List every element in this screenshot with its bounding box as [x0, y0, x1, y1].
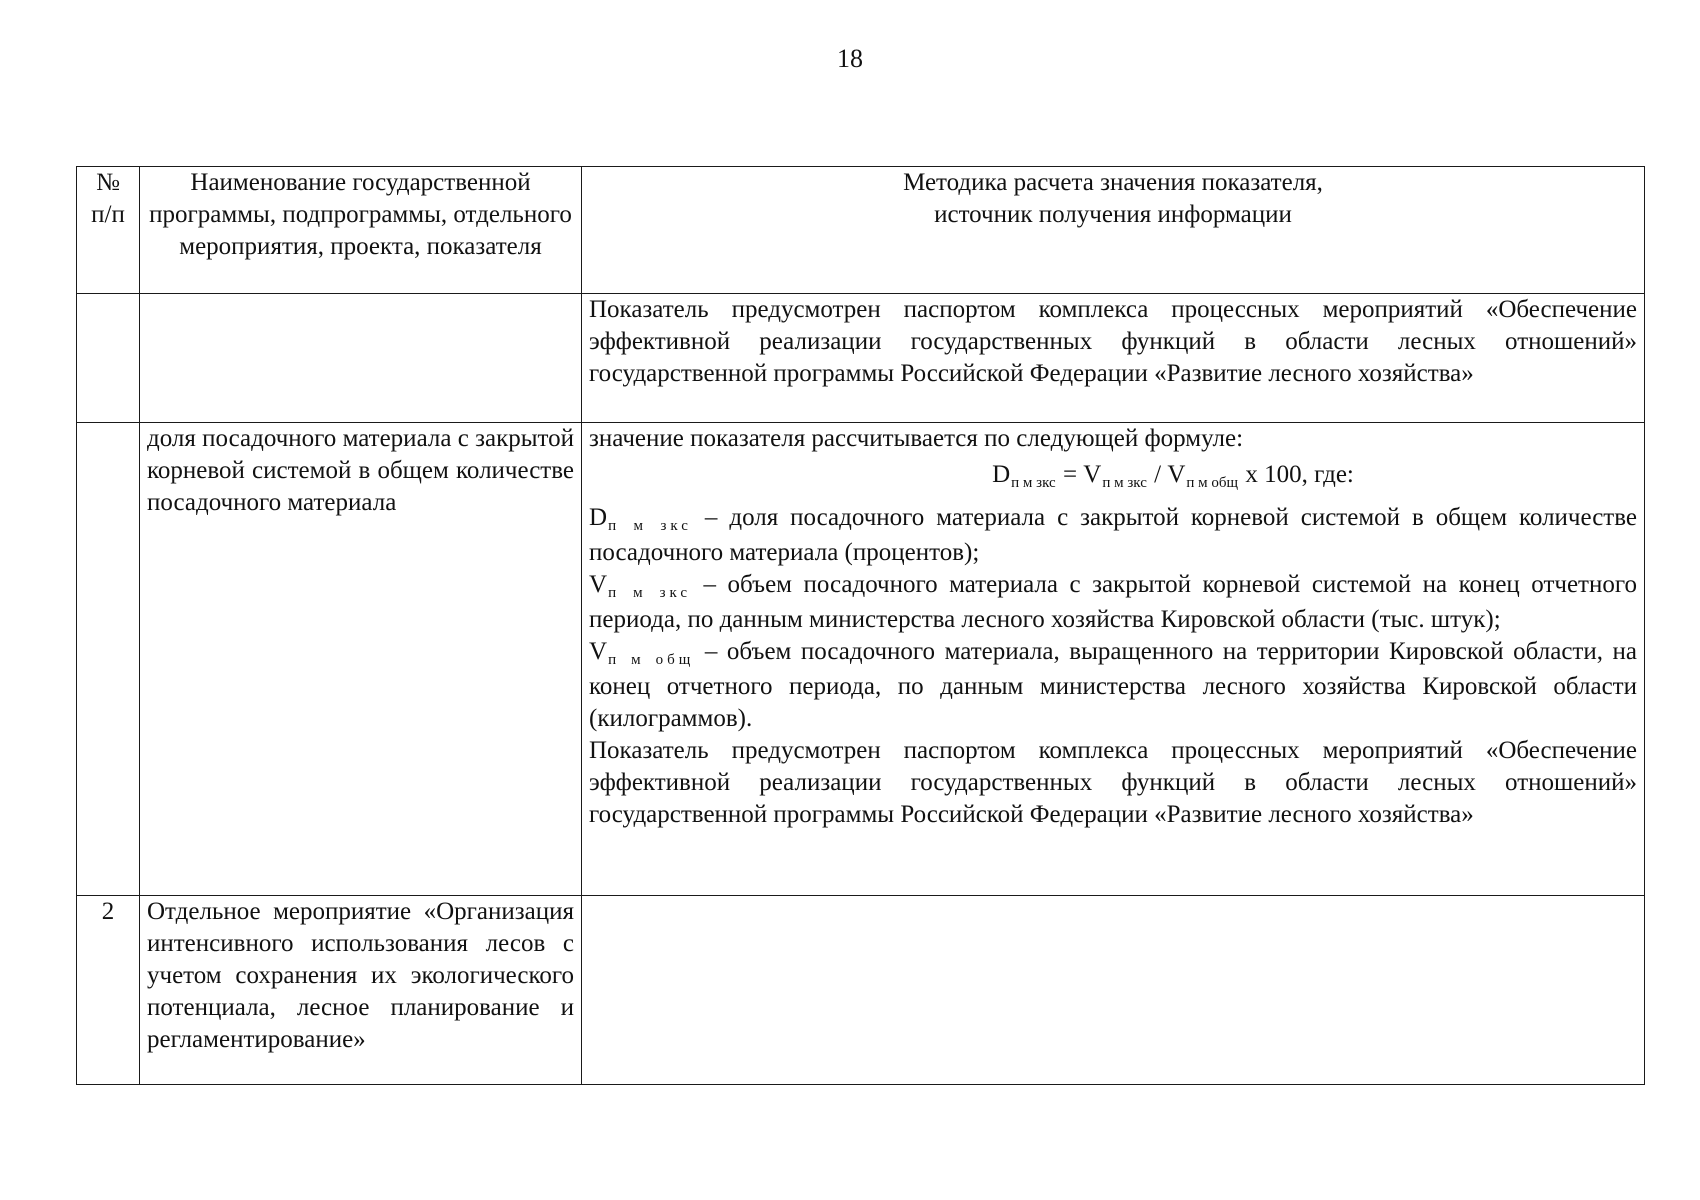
table-row [77, 896, 1645, 1085]
header-name [140, 167, 582, 294]
table-header-row [77, 167, 1645, 294]
formula-v2-subscript: п м общ [1186, 475, 1239, 491]
row-number-cell [77, 294, 140, 423]
header-number-label: № п/п [91, 169, 125, 228]
table-row [77, 423, 1645, 896]
row-number-cell [77, 423, 140, 896]
source-text: Показатель предусмотрен паспортом комплекса процессных мероприятий «Обеспечение эффективной реализации государственных функций в области лесных отношений» государственной программы Российской Федерации «Развитие лесного хозяйства» [589, 296, 1637, 387]
formula [589, 459, 1637, 494]
indicator-name: доля посадочного материала с закрытой корневой системой в общем количестве посадочного материала [147, 425, 574, 516]
source-text: Показатель предусмотрен паспортом комплекса процессных мероприятий «Обеспечение эффективной реализации государственных функций в области лесных отношений» государственной программы Российской Федерации «Развитие лесного хозяйства» [589, 737, 1637, 828]
definition-v-zks [589, 569, 1637, 636]
definition-text: – объем посадочного материала с закрытой корневой системой на конец отчетного периода, по данным министерства лесного хозяйства Кировской области (тыс. штук); [589, 571, 1637, 633]
definition-subscript: п м зкс [608, 518, 692, 534]
header-number [77, 167, 140, 294]
row-number: 2 [101, 898, 115, 925]
definition-symbol: D [589, 504, 608, 531]
row-number-cell [77, 896, 140, 1085]
header-name-label: Наименование государственной программы, подпрограммы, отдельного мероприятия, проекта, показателя [149, 169, 572, 260]
formula-equals: = [1056, 461, 1084, 488]
header-method [582, 167, 1645, 294]
header-method-line2: источник получения информации [934, 201, 1292, 228]
indicators-table [76, 166, 1645, 1085]
formula-v1: V [1083, 461, 1102, 488]
formula-slash: / [1147, 461, 1168, 488]
definition-d [589, 502, 1637, 569]
formula-intro: значение показателя рассчитывается по следующей формуле: [589, 425, 1244, 452]
formula-v2: V [1167, 461, 1186, 488]
formula-d-subscript: п м зкс [1011, 475, 1056, 491]
definition-subscript: п м общ [608, 652, 695, 668]
definition-subscript: п м зкс [608, 585, 692, 601]
table-row [77, 294, 1645, 423]
definition-symbol: V [589, 638, 608, 665]
row-method-cell [582, 896, 1645, 1085]
row-name-cell [140, 294, 582, 423]
page-number: 18 [837, 44, 863, 73]
definition-symbol: V [589, 571, 608, 598]
row-method-cell [582, 423, 1645, 896]
row-name-cell [140, 896, 582, 1085]
row-method-cell [582, 294, 1645, 423]
header-method-line1: Методика расчета значения показателя, [903, 169, 1323, 196]
formula-v1-subscript: п м зкс [1102, 475, 1147, 491]
formula-d: D [992, 461, 1011, 488]
row-name-cell [140, 423, 582, 896]
definition-text: – объем посадочного материала, выращенного на территории Кировской области, на конец отчетного периода, по данным министерства лесного хозяйства Кировской области (килограммов). [589, 638, 1637, 732]
measure-name: Отдельное мероприятие «Организация интенсивного использования лесов с учетом сохранения их экологического потенциала, лесное планирование и регламентирование» [147, 898, 574, 1053]
definition-v-total [589, 636, 1637, 735]
formula-tail: х 100, где: [1239, 461, 1354, 488]
definition-text: – доля посадочного материала с закрытой корневой системой в общем количестве посадочного материала (процентов); [589, 504, 1637, 566]
